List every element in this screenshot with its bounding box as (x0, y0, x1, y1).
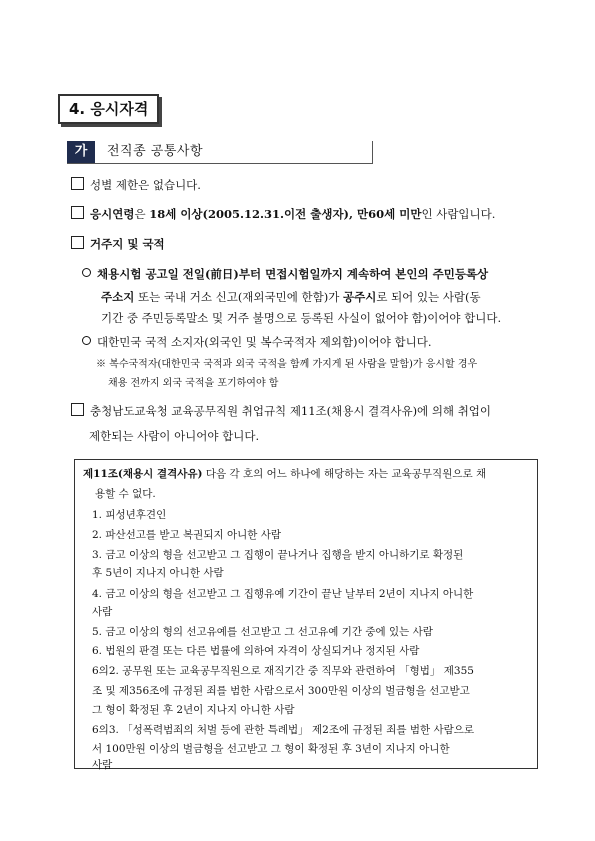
law-line: 서 100만원 이상의 벌금형을 선고받고 그 형이 확정된 후 3년이 지나지 아니한 (92, 743, 450, 755)
age-mid: 은 (134, 207, 150, 221)
note-line1: ※ 복수국적자(대한민국 국적과 외국 국적을 함께 가지게 된 사람을 말함)가 응시할 경우 (96, 359, 478, 370)
checkbox-icon (71, 206, 84, 219)
law-line: 사람 (92, 759, 113, 771)
law-line: 사람 (92, 606, 113, 618)
law-line: 2. 파산선고를 받고 복권되지 아니한 사람 (92, 529, 281, 541)
checkbox-icon (71, 236, 84, 249)
law-line: 5. 금고 이상의 형의 선고유예를 선고받고 그 선고유예 기간 중에 있는 사람 (92, 626, 433, 638)
age-tail: 인 사람입니다. (421, 207, 496, 221)
rule-line2: 제한되는 사람이 아니어야 합니다. (89, 429, 260, 443)
checkbox-icon (71, 403, 84, 416)
age-range: 18세 이상(2005.12.31.이전 출생자), 만60세 미만 (149, 207, 422, 221)
law-intro: 제11조(채용시 결격사유) 다음 각 호의 어느 하나에 해당하는 자는 교육공무직원으로 채 (83, 468, 487, 480)
subsection-header (67, 141, 373, 164)
law-line: 4. 금고 이상의 형을 선고받고 그 집행유예 기간이 끝난 날부터 2년이 지나지 아니한 (92, 588, 474, 600)
law-line: 그 형이 확정된 후 2년이 지나지 아니한 사람 (92, 704, 295, 716)
bullet-circle-icon (82, 268, 91, 277)
section-title: 4. 응시자격 (58, 94, 159, 124)
law-line: 후 5년이 지나지 아니한 사람 (92, 567, 224, 579)
rule-line1: 충청남도교육청 교육공무직원 취업규칙 제11조(채용시 결격사유)에 의해 취업이 (90, 404, 492, 418)
residence-label: 거주지 및 국적 (90, 237, 165, 251)
subsection-badge: 가 (67, 141, 95, 163)
bullet-residence-line2: 주소지 또는 국내 거소 신고(재외국민에 한함)가 공주시로 되어 있는 사람(동 (101, 290, 481, 304)
item-gender (71, 177, 201, 193)
law-line: 6. 법원의 판결 또는 다른 법률에 의하여 자격이 상실되거나 정지된 사람 (92, 645, 420, 657)
item-residence (71, 236, 165, 252)
item-gender-text: 성별 제한은 없습니다. (90, 178, 201, 192)
law-line: 6의2. 공무원 또는 교육공무직원으로 재직기간 중 직무와 관련하여 「형법」 제355 (92, 665, 474, 677)
age-label: 응시연령 (90, 207, 135, 221)
bullet-residence-line1: 채용시험 공고일 전일(前日)부터 면접시험일까지 계속하여 본인의 주민등록상 (82, 266, 488, 282)
item-age (71, 206, 495, 222)
law-line: 3. 금고 이상의 형을 선고받고 그 집행이 끝나거나 집행을 받지 아니하기로 확정된 (92, 549, 464, 561)
law-line: 1. 피성년후견인 (92, 509, 167, 521)
item-rule (71, 403, 491, 419)
note-line2: 채용 전까지 외국 국적을 포기하여야 함 (108, 378, 279, 389)
bullet-circle-icon (82, 336, 91, 345)
law-line: 6의3. 「성폭력범죄의 처벌 등에 관한 특례법」 제2조에 규정된 죄를 범한 사람으로 (92, 724, 475, 736)
bullet-nationality: 대한민국 국적 소지자(외국인 및 복수국적자 제외함)이어야 합니다. (82, 334, 432, 350)
law-line: 조 및 제356조에 규정된 죄를 범한 사람으로서 300만원 이상의 벌금형을 선고받고 (92, 685, 470, 697)
law-intro2: 용할 수 없다. (95, 488, 156, 500)
checkbox-icon (71, 177, 84, 190)
subsection-label: 전직종 공통사항 (107, 144, 204, 159)
bullet-residence-line3: 기간 중 주민등록말소 및 거주 불명으로 등록된 사실이 없어야 함)이어야 합니다. (101, 311, 502, 325)
law-box (74, 459, 538, 769)
